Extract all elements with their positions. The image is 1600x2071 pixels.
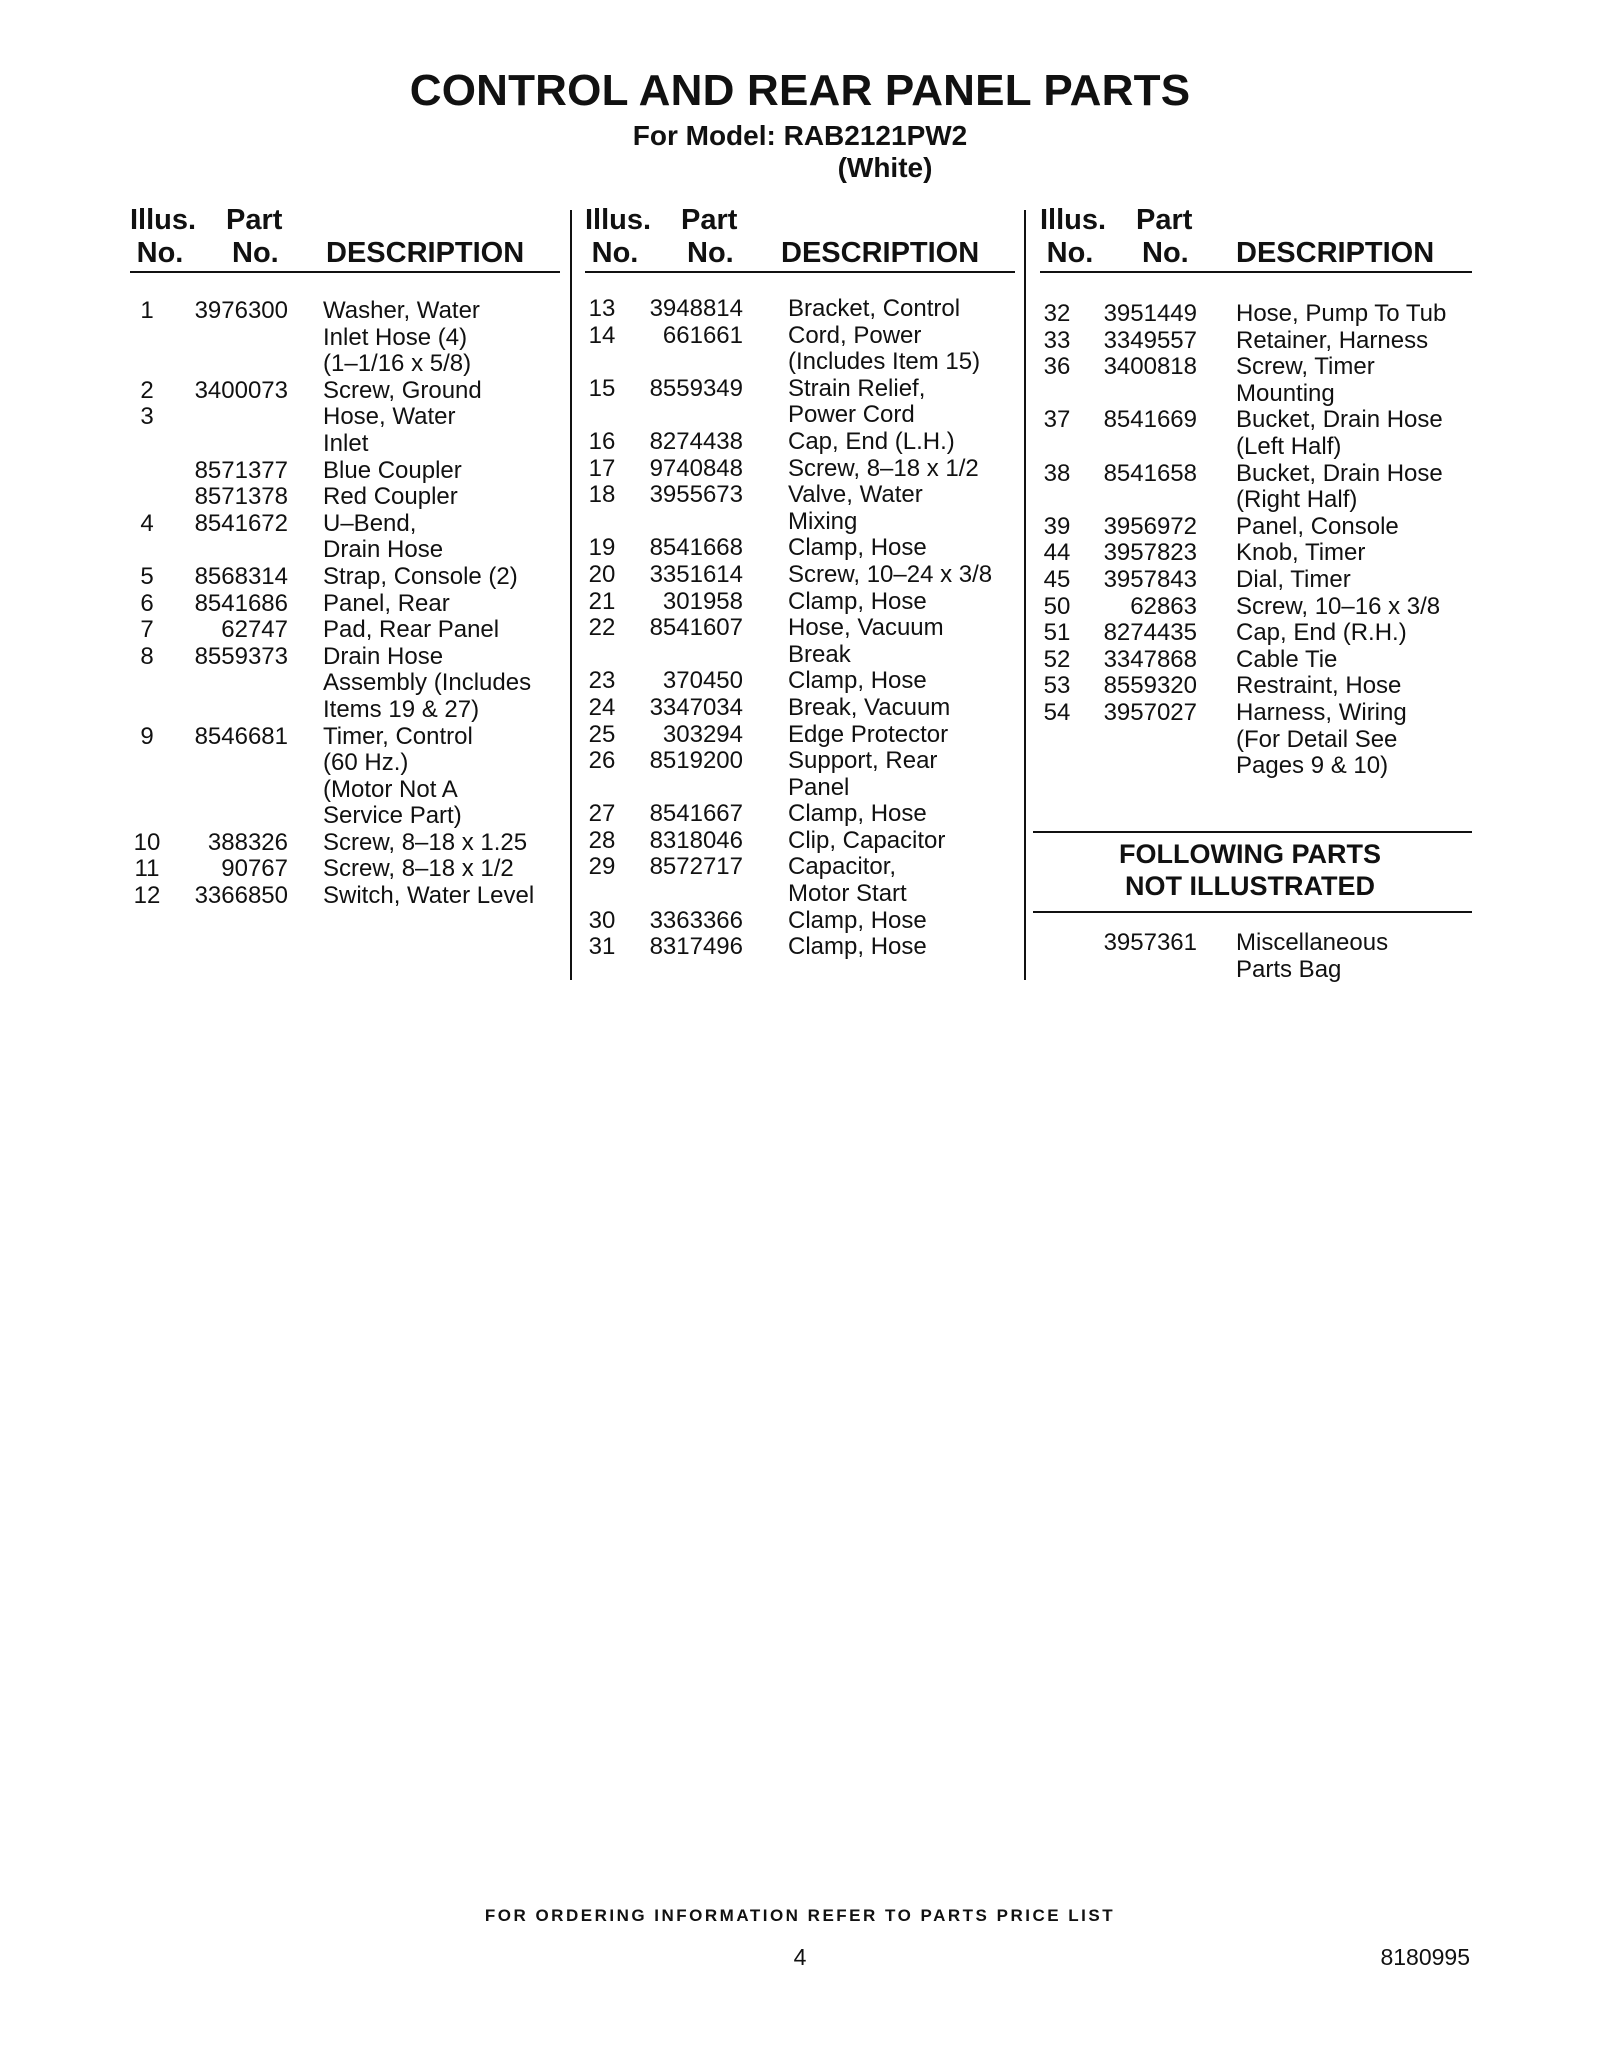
part-number: 8541669	[1103, 406, 1197, 434]
part-number: 8274435	[1103, 619, 1197, 647]
description-line: Strain Relief,	[788, 374, 926, 402]
illus-header-2: No.	[1046, 237, 1094, 269]
part-number: 301958	[662, 587, 743, 615]
part-description	[323, 644, 560, 724]
illus-number: 30	[588, 906, 616, 934]
parts-row	[1040, 647, 1472, 674]
illus-number: 23	[588, 667, 616, 695]
description-line: Cord, Power	[788, 321, 922, 349]
part-description	[1236, 407, 1472, 460]
part-description	[1236, 328, 1472, 355]
parts-row	[1040, 594, 1472, 621]
description-line: Items 19 & 27)	[323, 695, 480, 723]
part-description	[788, 323, 1015, 376]
part-description	[788, 376, 1015, 429]
description-line: Power Cord	[788, 401, 915, 429]
part-number: 8541607	[649, 614, 743, 642]
illus-header-1: Illus.	[1040, 204, 1107, 236]
illus-number: 45	[1043, 565, 1071, 593]
parts-row	[585, 535, 1015, 562]
part-number: 8541667	[649, 800, 743, 828]
not-illustrated-heading-2: NOT ILLUSTRATED	[1125, 871, 1375, 901]
parts-row	[1040, 328, 1472, 355]
parts-row	[130, 564, 560, 591]
parts-row	[130, 458, 560, 485]
parts-row	[130, 830, 560, 857]
part-description	[323, 378, 560, 405]
description-line: Service Part)	[323, 802, 462, 830]
illus-number: 4	[140, 509, 154, 537]
model-info	[0, 120, 1600, 184]
parts-row	[130, 724, 560, 830]
illus-number: 28	[588, 826, 616, 854]
page-title: CONTROL AND REAR PANEL PARTS	[409, 66, 1191, 115]
parts-row	[585, 748, 1015, 801]
part-number: 8519200	[649, 747, 743, 775]
description-line: Knob, Timer	[1236, 539, 1366, 567]
part-description	[1236, 461, 1472, 514]
ordering-note: FOR ORDERING INFORMATION REFER TO PARTS PRICE LIST	[484, 1906, 1116, 1925]
part-number: 62747	[221, 616, 288, 644]
part-number: 3400818	[1103, 353, 1197, 381]
illus-header-1: Illus.	[585, 204, 652, 236]
part-number: 8541672	[194, 509, 288, 537]
parts-row	[1040, 930, 1472, 983]
illus-number: 15	[588, 374, 616, 402]
illus-number: 9	[140, 722, 154, 750]
illus-header-2: No.	[136, 237, 184, 269]
description-line: Screw, 8–18 x 1.25	[323, 828, 528, 856]
illus-number: 29	[588, 853, 616, 881]
description-line: Pages 9 & 10)	[1236, 752, 1389, 780]
part-number: 8568314	[194, 562, 288, 590]
part-number: 3951449	[1103, 300, 1197, 327]
part-number: 8541686	[194, 589, 288, 617]
description-line: Inlet	[323, 429, 369, 457]
part-header-1: Part	[681, 204, 738, 236]
illus-number: 39	[1043, 512, 1071, 540]
parts-row	[1040, 407, 1472, 460]
description-line: Clamp, Hose	[788, 587, 927, 615]
part-description	[1236, 514, 1472, 541]
description-line: Pad, Rear Panel	[323, 616, 500, 644]
illus-number: 14	[588, 321, 616, 349]
description-line: Bucket, Drain Hose	[1236, 406, 1443, 434]
part-description	[1236, 594, 1472, 621]
description-header: DESCRIPTION	[326, 237, 525, 269]
description-line: Motor Start	[788, 880, 907, 908]
part-description	[788, 429, 1015, 456]
illus-number: 27	[588, 800, 616, 828]
part-description	[323, 856, 560, 883]
parts-list	[585, 296, 1015, 961]
model-line: For Model: RAB2121PW2	[632, 120, 968, 151]
part-number: 3957361	[1103, 929, 1197, 956]
illus-number: 16	[588, 427, 616, 455]
parts-row	[130, 644, 560, 724]
description-line: Bucket, Drain Hose	[1236, 459, 1443, 487]
parts-column-3	[1040, 204, 1472, 983]
column-divider	[570, 210, 572, 980]
illus-number: 51	[1043, 619, 1071, 647]
not-illustrated-top-rule	[1033, 831, 1472, 833]
part-number: 3956972	[1103, 512, 1197, 540]
parts-row	[130, 298, 560, 378]
description-line: Clamp, Hose	[788, 906, 927, 934]
description-line: Washer, Water	[323, 297, 480, 324]
parts-row	[1040, 301, 1472, 328]
part-description	[788, 748, 1015, 801]
illus-number: 53	[1043, 672, 1071, 700]
parts-row	[130, 404, 560, 457]
part-header-2: No.	[232, 237, 279, 269]
description-line: Timer, Control	[323, 722, 473, 750]
parts-row	[585, 589, 1015, 616]
part-description	[788, 854, 1015, 907]
part-number: 8572717	[649, 853, 743, 881]
description-line: Clamp, Hose	[788, 800, 927, 828]
illus-number: 12	[133, 882, 161, 910]
description-line: Panel	[788, 773, 850, 801]
part-number: 8317496	[649, 933, 743, 961]
part-description	[323, 591, 560, 618]
description-line: Dial, Timer	[1236, 565, 1351, 593]
parts-row	[585, 482, 1015, 535]
part-description	[788, 456, 1015, 483]
part-description	[1236, 930, 1472, 983]
parts-row	[1040, 620, 1472, 647]
illus-number: 25	[588, 720, 616, 748]
parts-column-2	[585, 204, 1015, 961]
illus-number: 19	[588, 534, 616, 562]
part-number: 3363366	[649, 906, 743, 934]
part-header-2: No.	[1142, 237, 1189, 269]
not-illustrated-bottom-rule	[1033, 911, 1472, 913]
illus-number: 3	[140, 403, 154, 431]
description-line: Clip, Capacitor	[788, 826, 946, 854]
parts-row	[585, 429, 1015, 456]
description-line: Mixing	[788, 507, 858, 535]
description-line: Hose, Water	[323, 403, 456, 431]
part-number: 8559373	[194, 642, 288, 670]
illus-number: 37	[1043, 406, 1071, 434]
part-number: 3366850	[194, 882, 288, 910]
illus-number: 7	[140, 616, 154, 644]
illus-header-1: Illus.	[130, 204, 197, 236]
part-number: 3955673	[649, 481, 743, 509]
parts-row	[585, 722, 1015, 749]
part-description	[323, 883, 560, 910]
description-line: U–Bend,	[323, 509, 417, 537]
part-description	[1236, 673, 1472, 700]
description-line: Screw, 10–16 x 3/8	[1236, 592, 1441, 620]
illus-number: 10	[133, 828, 161, 856]
illus-number: 18	[588, 481, 616, 509]
description-line: Clamp, Hose	[788, 667, 927, 695]
illus-number: 21	[588, 587, 616, 615]
part-number: 90767	[221, 855, 288, 883]
column-header	[130, 204, 560, 274]
description-line: Inlet Hose (4)	[323, 323, 468, 351]
parts-row	[130, 883, 560, 910]
part-description	[1236, 301, 1472, 328]
illus-number: 13	[588, 295, 616, 322]
description-line: Clamp, Hose	[788, 534, 927, 562]
parts-row	[585, 854, 1015, 907]
part-number: 3957823	[1103, 539, 1197, 567]
parts-row	[130, 511, 560, 564]
description-line: Parts Bag	[1236, 955, 1342, 983]
description-line: Panel, Console	[1236, 512, 1399, 540]
description-line: (Right Half)	[1236, 486, 1358, 514]
description-line: Hose, Vacuum	[788, 614, 944, 642]
parts-row	[130, 484, 560, 511]
description-line: Cable Tie	[1236, 645, 1338, 673]
illus-number: 2	[140, 376, 154, 404]
part-description	[1236, 354, 1472, 407]
part-header-1: Part	[226, 204, 283, 236]
parts-row	[130, 591, 560, 618]
description-line: Restraint, Hose	[1236, 672, 1402, 700]
parts-row	[585, 934, 1015, 961]
part-number: 3400073	[194, 376, 288, 404]
part-description	[788, 722, 1015, 749]
part-number: 3957843	[1103, 565, 1197, 593]
illus-number: 33	[1043, 326, 1071, 354]
part-description	[788, 695, 1015, 722]
description-line: (Motor Not A	[323, 775, 458, 803]
description-header: DESCRIPTION	[781, 237, 980, 269]
illus-number: 26	[588, 747, 616, 775]
part-number: 3349557	[1103, 326, 1197, 354]
illus-number: 52	[1043, 645, 1071, 673]
parts-row	[130, 378, 560, 405]
description-line: Miscellaneous	[1236, 929, 1389, 956]
description-line: Screw, 8–18 x 1/2	[323, 855, 514, 883]
part-description	[323, 484, 560, 511]
illus-number: 24	[588, 693, 616, 721]
part-description	[788, 615, 1015, 668]
description-line: Valve, Water	[788, 481, 923, 509]
part-number: 8318046	[649, 826, 743, 854]
illus-number: 50	[1043, 592, 1071, 620]
part-number: 303294	[662, 720, 743, 748]
header-rule	[585, 271, 1015, 273]
description-line: Panel, Rear	[323, 589, 450, 617]
description-line: Screw, 8–18 x 1/2	[788, 454, 979, 482]
description-header: DESCRIPTION	[1236, 237, 1435, 269]
parts-row	[1040, 567, 1472, 594]
part-number: 8559320	[1103, 672, 1197, 700]
parts-row	[585, 323, 1015, 376]
description-line: Assembly (Includes	[323, 669, 532, 697]
illus-number: 8	[140, 642, 154, 670]
part-description	[1236, 567, 1472, 594]
part-description	[323, 724, 560, 830]
parts-row	[1040, 700, 1472, 780]
part-description	[323, 298, 560, 378]
column-divider	[1024, 210, 1026, 980]
description-line: Break	[788, 640, 851, 668]
illus-number: 38	[1043, 459, 1071, 487]
description-line: Screw, 10–24 x 3/8	[788, 560, 993, 588]
description-line: (60 Hz.)	[323, 749, 409, 777]
part-description	[788, 589, 1015, 616]
parts-row	[1040, 673, 1472, 700]
part-number: 3948814	[649, 295, 743, 322]
description-line: Cap, End (L.H.)	[788, 427, 955, 455]
document-number: 8180995	[1380, 1944, 1470, 1970]
description-line: Drain Hose	[323, 536, 444, 564]
parts-row	[585, 668, 1015, 695]
part-number: 370450	[662, 667, 743, 695]
part-number: 8274438	[649, 427, 743, 455]
illus-number: 5	[140, 562, 154, 590]
parts-list	[130, 298, 560, 910]
part-description	[788, 934, 1015, 961]
part-header-1: Part	[1136, 204, 1193, 236]
illus-header-2: No.	[591, 237, 639, 269]
parts-row	[130, 617, 560, 644]
part-number: 3347868	[1103, 645, 1197, 673]
description-line: (Includes Item 15)	[788, 348, 981, 376]
part-description	[323, 564, 560, 591]
description-line: Harness, Wiring	[1236, 698, 1407, 726]
description-line: Clamp, Hose	[788, 933, 927, 961]
part-number: 388326	[207, 828, 288, 856]
description-line: Cap, End (R.H.)	[1236, 619, 1407, 647]
part-number: 3957027	[1103, 698, 1197, 726]
description-line: Red Coupler	[323, 483, 458, 511]
part-number: 8571377	[194, 456, 288, 484]
part-description	[788, 535, 1015, 562]
part-description	[1236, 540, 1472, 567]
part-description	[323, 617, 560, 644]
header-rule	[130, 271, 560, 273]
illus-number: 32	[1043, 300, 1071, 327]
part-number: 8559349	[649, 374, 743, 402]
part-description	[1236, 700, 1472, 780]
part-number: 3351614	[649, 560, 743, 588]
illus-number: 20	[588, 560, 616, 588]
parts-row	[130, 856, 560, 883]
part-number: 3976300	[194, 297, 288, 324]
description-line: Bracket, Control	[788, 295, 961, 322]
part-header-2: No.	[687, 237, 734, 269]
description-line: Switch, Water Level	[323, 882, 535, 910]
parts-row	[585, 908, 1015, 935]
illus-number: 17	[588, 454, 616, 482]
part-description	[788, 801, 1015, 828]
parts-row	[585, 615, 1015, 668]
color-line: (White)	[837, 152, 933, 183]
description-line: Break, Vacuum	[788, 693, 951, 721]
part-description	[788, 908, 1015, 935]
description-line: Blue Coupler	[323, 456, 462, 484]
part-description	[323, 830, 560, 857]
not-illustrated-heading-1: FOLLOWING PARTS	[1119, 839, 1381, 869]
description-line: (For Detail See	[1236, 725, 1398, 753]
description-line: Support, Rear	[788, 747, 938, 775]
part-number: 661661	[662, 321, 743, 349]
part-description	[788, 482, 1015, 535]
part-number: 8546681	[194, 722, 288, 750]
part-description	[323, 458, 560, 485]
part-description	[788, 828, 1015, 855]
parts-row	[1040, 461, 1472, 514]
description-line: Capacitor,	[788, 853, 897, 881]
part-description	[323, 511, 560, 564]
illus-number: 54	[1043, 698, 1071, 726]
part-number: 8541658	[1103, 459, 1197, 487]
part-number: 8571378	[194, 483, 288, 511]
part-number: 62863	[1130, 592, 1197, 620]
illus-number: 31	[588, 933, 616, 961]
parts-row	[1040, 540, 1472, 567]
parts-row	[585, 456, 1015, 483]
column-header	[585, 204, 1015, 274]
illus-number: 1	[140, 297, 154, 324]
parts-row	[1040, 514, 1472, 541]
description-line: Hose, Pump To Tub	[1236, 300, 1447, 327]
description-line: Edge Protector	[788, 720, 949, 748]
parts-row	[585, 296, 1015, 323]
parts-row	[1040, 354, 1472, 407]
not-illustrated-list	[1040, 930, 1472, 983]
illus-number: 11	[134, 855, 160, 883]
illus-number: 22	[588, 614, 616, 642]
part-description	[323, 404, 560, 457]
part-number: 8541668	[649, 534, 743, 562]
header-rule	[1040, 271, 1472, 273]
description-line: Screw, Ground	[323, 376, 482, 404]
part-description	[788, 668, 1015, 695]
parts-list	[1040, 301, 1472, 780]
not-illustrated-heading	[1040, 838, 1460, 902]
description-line: (Left Half)	[1236, 432, 1342, 460]
illus-number: 44	[1043, 539, 1071, 567]
description-line: Mounting	[1236, 379, 1335, 407]
part-description	[1236, 620, 1472, 647]
parts-row	[585, 695, 1015, 722]
parts-column-1	[130, 204, 560, 910]
parts-row	[585, 376, 1015, 429]
description-line: (1–1/16 x 5/8)	[323, 350, 472, 378]
part-number: 3347034	[649, 693, 743, 721]
description-line: Screw, Timer	[1236, 353, 1375, 381]
parts-row	[585, 828, 1015, 855]
description-line: Drain Hose	[323, 642, 444, 670]
description-line: Retainer, Harness	[1236, 326, 1429, 354]
part-number: 9740848	[649, 454, 743, 482]
parts-row	[585, 801, 1015, 828]
page-number: 4	[793, 1944, 807, 1970]
illus-number: 6	[140, 589, 154, 617]
description-line: Strap, Console (2)	[323, 562, 518, 590]
part-description	[788, 562, 1015, 589]
part-description	[788, 296, 1015, 323]
parts-row	[585, 562, 1015, 589]
column-header	[1040, 204, 1472, 274]
part-description	[1236, 647, 1472, 674]
illus-number: 36	[1043, 353, 1071, 381]
